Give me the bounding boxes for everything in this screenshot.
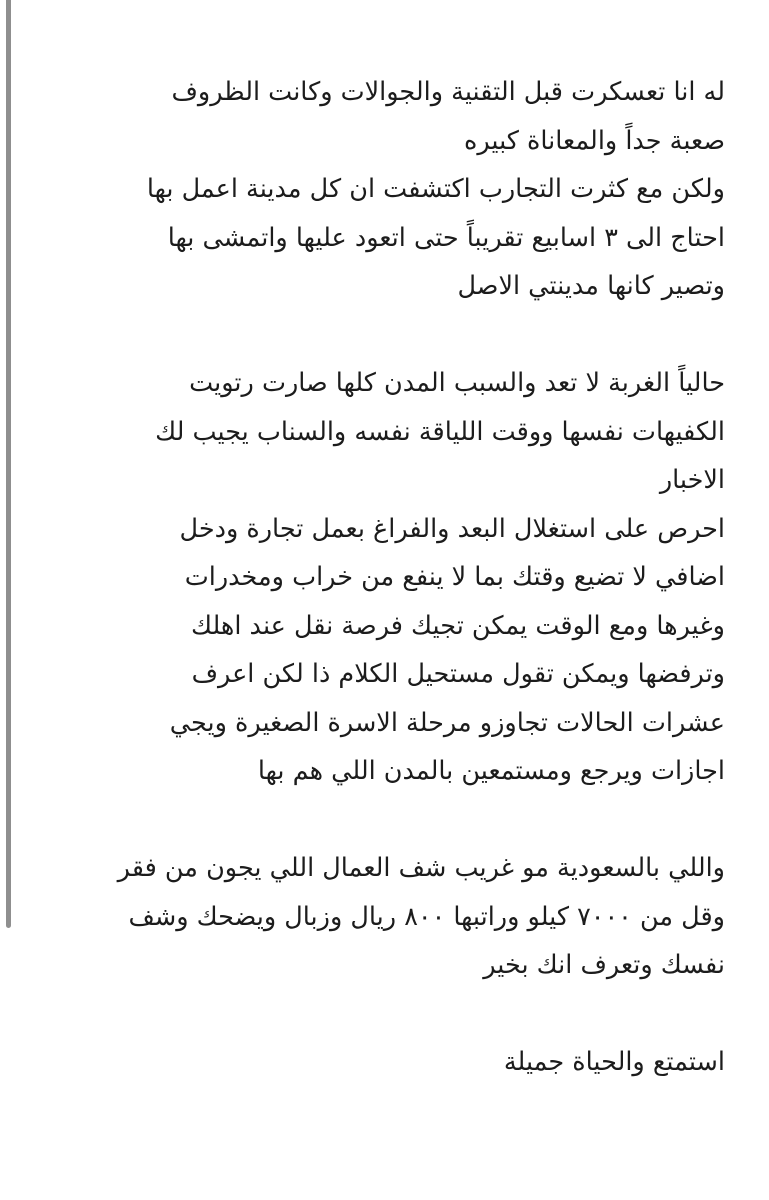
text-line: اجازات ويرجع ومستمعين بالمدن اللي هم بها [257,756,725,786]
text-line: وقل من ٧٠٠٠ كيلو وراتبها ٨٠٠ ريال وزبال ويضحك وشف [128,901,725,932]
text-line: وتصير كانها مدينتي الاصل [457,271,725,301]
text-line: احرص على استغلال البعد والفراغ بعمل تجارة ودخل [179,513,725,544]
text-line: ولكن مع كثرت التجارب اكتشفت ان كل مدينة اعمل بها [146,174,725,204]
text-line: الاخبار [659,465,725,495]
text-line: استمتع والحياة جميلة [503,1047,725,1077]
text-line: واللي بالسعودية مو غريب شف العمال اللي يجون من فقر [117,853,725,883]
text-line: وغيرها ومع الوقت يمكن تجيك فرصة نقل عند اهلك [190,610,725,641]
text-line: احتاج الى ٣ اسابيع تقريباً حتى اتعود عليها واتمشى بها [167,222,725,253]
text-line: نفسك وتعرف انك بخير [483,950,725,980]
scrollbar-thumb[interactable] [6,0,11,928]
text-line: له انا تعسكرت قبل التقنية والجوالات وكانت الظروف [171,77,725,107]
post-body [40,68,725,1135]
text-line: وترفضها ويمكن تقول مستحيل الكلام ذا لكن اعرف [191,659,725,689]
scrollbar-track[interactable] [0,0,11,1200]
text-line: حالياً الغربة لا تعد والسبب المدن كلها صارت رتويت [189,368,725,398]
text-line: صعبة جداً والمعاناة كبيره [463,125,725,156]
paragraph-4 [40,1038,725,1087]
text-line: الكفيهات نفسها ووقت اللياقة نفسه والسناب يجيب لك [155,416,725,447]
text-line: اضافي لا تضيع وقتك بما لا ينفع من خراب ومخدرات [184,562,725,592]
paragraph-3 [40,844,725,990]
paragraph-1 [40,68,725,311]
text-line: عشرات الحالات تجاوزو مرحلة الاسرة الصغيرة ويجي [169,707,725,738]
paragraph-2 [40,359,725,796]
